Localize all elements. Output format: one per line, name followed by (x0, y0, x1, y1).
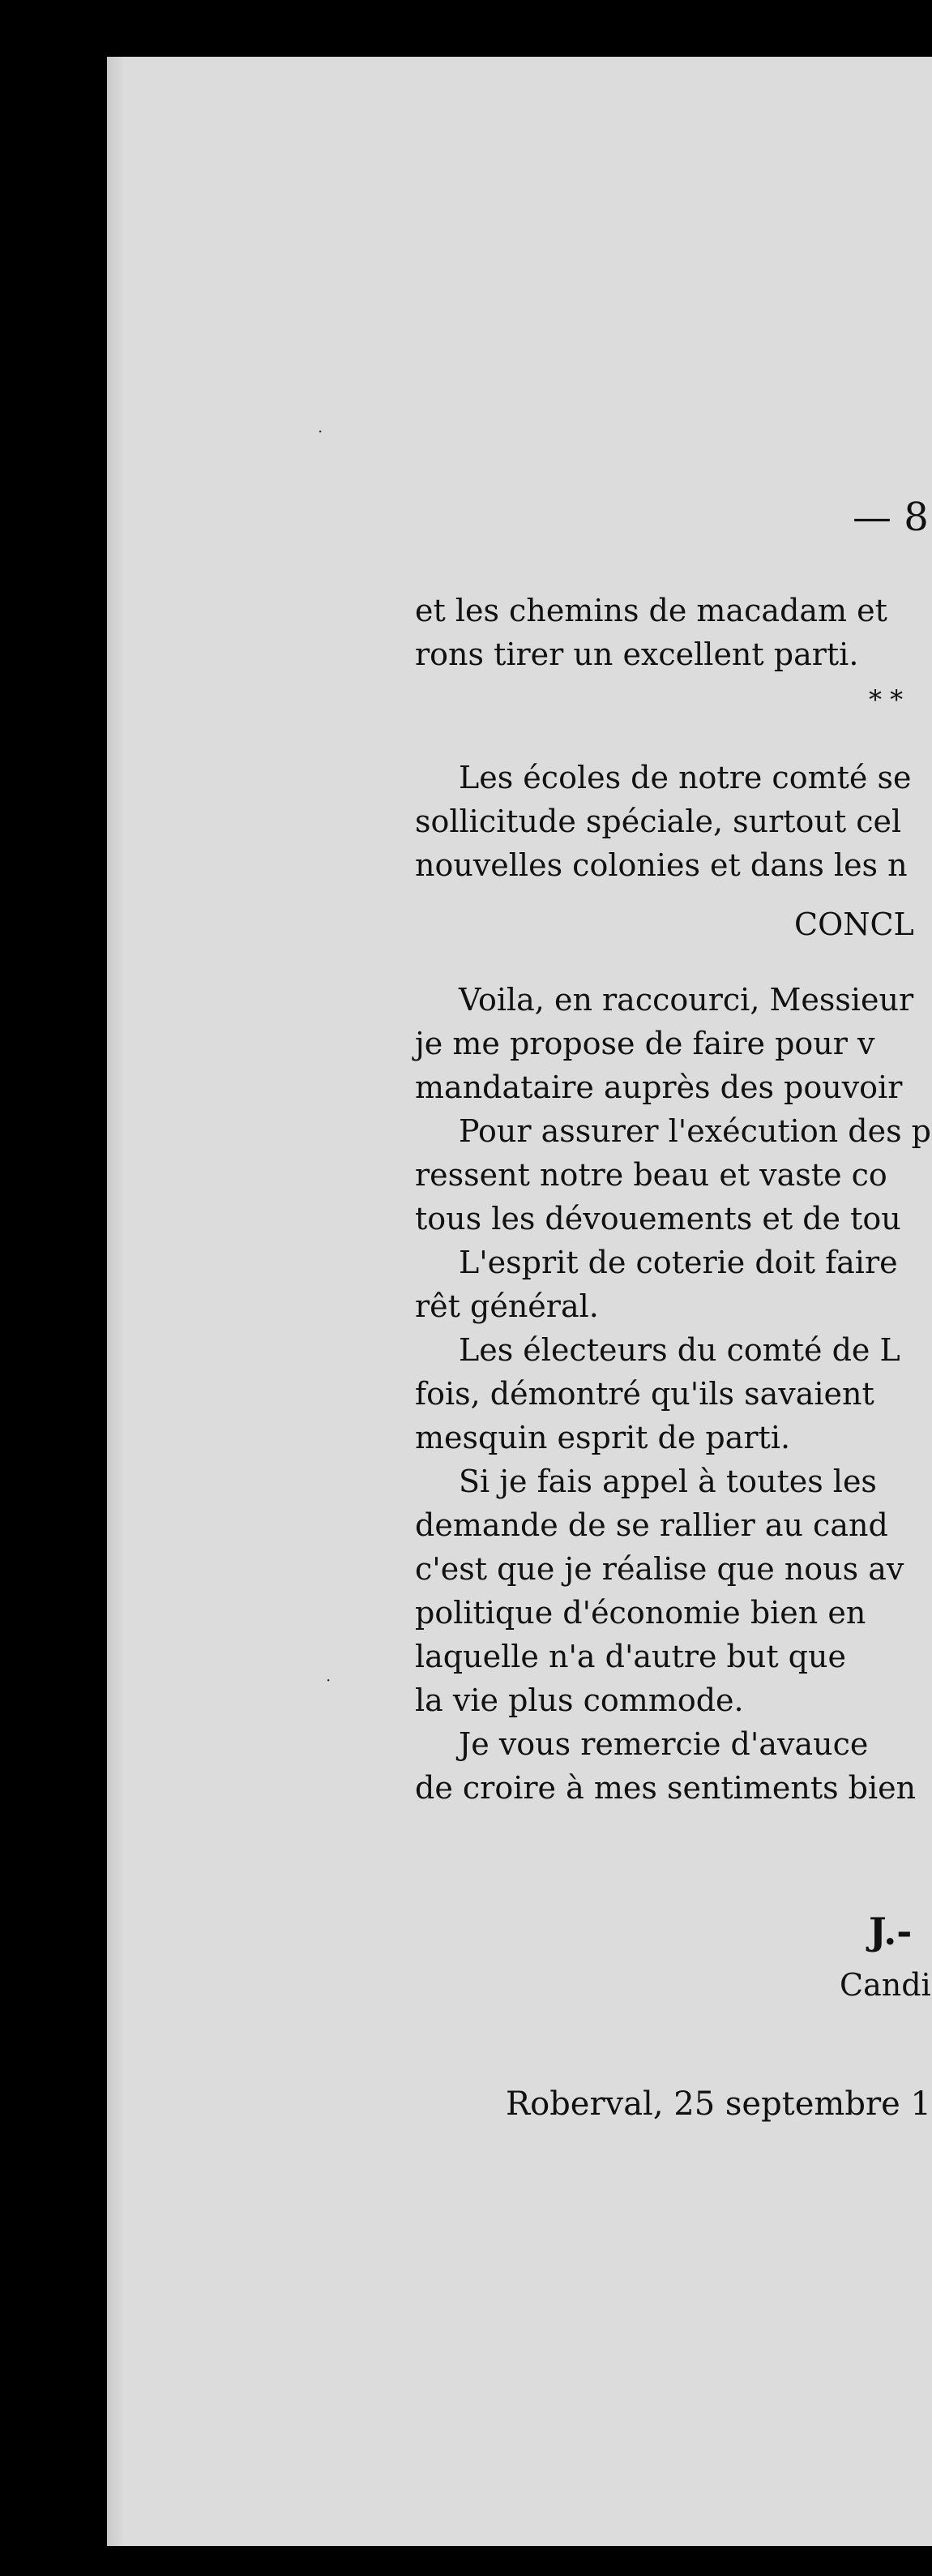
paragraph-summary (415, 978, 913, 1109)
text-line: mandataire auprès des pouvoir (415, 1069, 903, 1105)
text-line: la vie plus commode. (415, 1682, 744, 1718)
paragraph-thanks (415, 1722, 916, 1810)
text-line: ressent notre beau et vaste co (415, 1157, 887, 1193)
scan-speck: · (326, 1670, 331, 1690)
text-line: Pour assurer l'exécution des p (459, 1113, 931, 1149)
signature-title: Candi (840, 1967, 931, 2003)
text-line: tous les dévouements et de tou (415, 1201, 901, 1237)
paragraph-execution (415, 1109, 931, 1241)
paragraph-continued (415, 589, 887, 676)
text-line: et les chemins de macadam et (415, 593, 887, 628)
dateline: Roberval, 25 septembre 1 (506, 2085, 931, 2123)
text-line: Si je fais appel à toutes les (459, 1464, 877, 1499)
text-line: Je vous remercie d'avauce (459, 1726, 869, 1762)
text-line: rêt général. (415, 1288, 599, 1324)
text-line: de croire à mes sentiments bien (415, 1770, 917, 1806)
text-line: sollicitude spéciale, surtout cel (415, 804, 902, 839)
text-line: Les écoles de notre comté se (459, 760, 912, 795)
paragraph-coterie (415, 1241, 898, 1328)
paragraph-electors (415, 1328, 900, 1459)
text-line: L'esprit de coterie doit faire (459, 1245, 898, 1280)
text-line: rons tirer un excellent parti. (415, 636, 859, 672)
text-line: Voila, en raccourci, Messieur (459, 982, 914, 1018)
text-line: mesquin esprit de parti. (415, 1420, 791, 1455)
page-left-edge (107, 57, 125, 2546)
text-line: c'est que je réalise que nous av (415, 1551, 904, 1587)
text-line: fois, démontré qu'ils savaient (415, 1376, 874, 1412)
text-line: demande de se rallier au cand (415, 1507, 888, 1543)
text-line: Les électeurs du comté de L (459, 1332, 900, 1368)
signature-name: J.- (869, 1909, 913, 1953)
text-line: laquelle n'a d'autre but que (415, 1639, 846, 1674)
scanned-page (107, 57, 932, 2546)
paragraph-appeal (415, 1459, 904, 1722)
paragraph-schools (415, 756, 911, 887)
section-separator: * * (869, 684, 904, 715)
text-line: nouvelles colonies et dans les n (415, 847, 908, 883)
conclusion-heading: CONCL (794, 907, 914, 942)
page-number: — 8 (853, 495, 929, 540)
text-line: je me propose de faire pour v (415, 1026, 875, 1061)
scan-speck: · (318, 422, 323, 441)
text-line: politique d'économie bien en (415, 1595, 866, 1631)
